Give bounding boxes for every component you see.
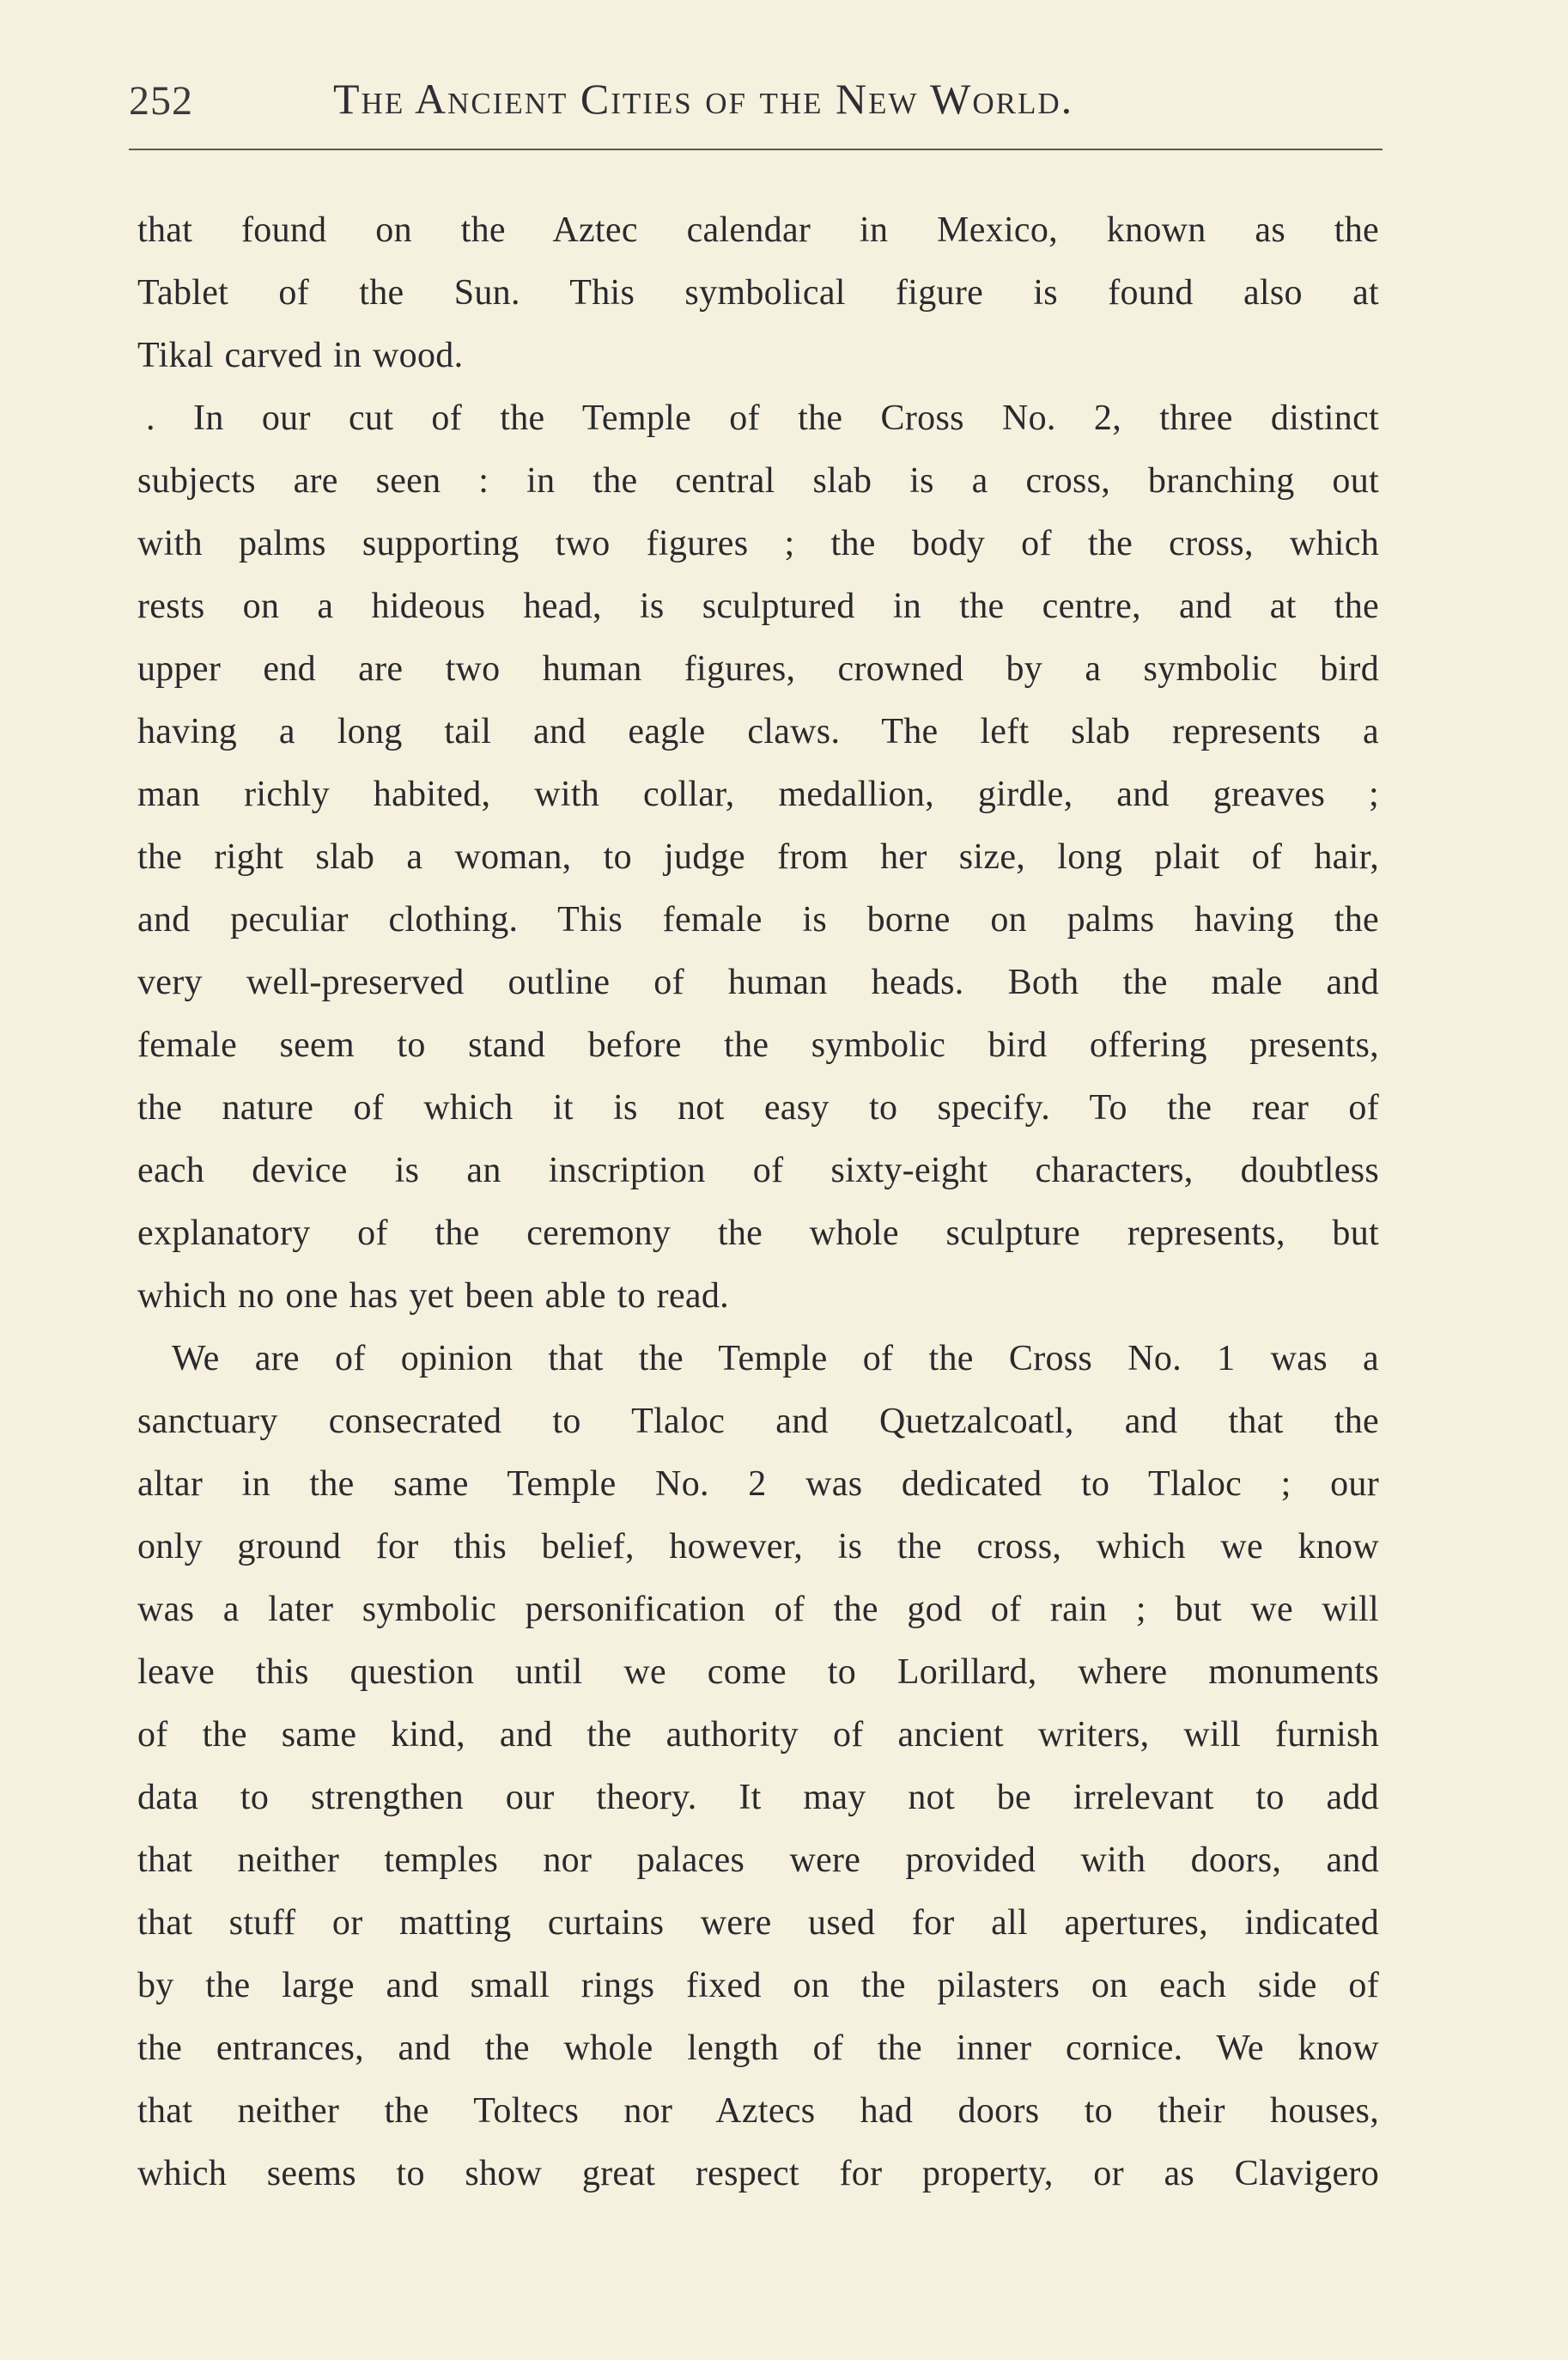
text-line: very well-preserved outline of human heads. Both the male and <box>137 963 1379 1002</box>
text-line: having a long tail and eagle claws. The left slab represents a <box>137 712 1379 751</box>
text-line: leave this question until we come to Lorillard, where monuments <box>137 1652 1379 1692</box>
text-line: Tablet of the Sun. This symbolical figure is found also at <box>137 273 1379 313</box>
text-line: that stuff or matting curtains were used for all apertures, indicated <box>137 1903 1379 1943</box>
text-line: data to strengthen our theory. It may not be irrelevant to add <box>137 1778 1379 1817</box>
text-line: of the same kind, and the authority of ancient writers, will furnish <box>137 1715 1379 1755</box>
text-line: sanctuary consecrated to Tlaloc and Quetzalcoatl, and that the <box>137 1402 1379 1441</box>
text-line: that neither the Toltecs nor Aztecs had doors to their houses, <box>137 2091 1379 2131</box>
text-line: was a later symbolic personification of the god of rain ; but we will <box>137 1590 1379 1629</box>
text-line: explanatory of the ceremony the whole sculpture represents, but <box>137 1213 1379 1253</box>
body-text <box>137 199 1379 2205</box>
text-line: which seems to show great respect for property, or as Clavigero <box>137 2154 1379 2193</box>
text-line: Tikal carved in wood. <box>137 336 464 375</box>
text-line: and peculiar clothing. This female is borne on palms having the <box>137 900 1379 940</box>
text-line: that neither temples nor palaces were provided with doors, and <box>137 1840 1379 1880</box>
running-head: The Ancient Cities of the New World. <box>333 75 1074 123</box>
text-line: which no one has yet been able to read. <box>137 1276 729 1316</box>
text-line: We are of opinion that the Temple of the Cross No. 1 was a <box>172 1339 1379 1378</box>
text-line: altar in the same Temple No. 2 was dedicated to Tlaloc ; our <box>137 1464 1379 1504</box>
page-number: 252 <box>129 78 193 124</box>
text-line: the nature of which it is not easy to specify. To the rear of <box>137 1088 1379 1128</box>
text-line: female seem to stand before the symbolic bird offering presents, <box>137 1025 1379 1065</box>
text-line: upper end are two human figures, crowned by a symbolic bird <box>137 649 1379 689</box>
text-line: man richly habited, with collar, medallion, girdle, and greaves ; <box>137 775 1379 814</box>
text-line: the entrances, and the whole length of the inner cornice. We know <box>137 2029 1379 2068</box>
text-line: only ground for this belief, however, is the cross, which we know <box>137 1527 1379 1566</box>
page-header <box>129 70 1383 131</box>
text-line: subjects are seen : in the central slab is a cross, branching out <box>137 461 1379 501</box>
text-line: each device is an inscription of sixty-eight characters, doubtless <box>137 1151 1379 1190</box>
text-line: the right slab a woman, to judge from her size, long plait of hair, <box>137 837 1379 877</box>
header-rule <box>129 149 1383 150</box>
text-line: with palms supporting two figures ; the body of the cross, which <box>137 524 1379 563</box>
text-line: that found on the Aztec calendar in Mexico, known as the <box>137 210 1379 250</box>
text-line: rests on a hideous head, is sculptured in the centre, and at the <box>137 587 1379 626</box>
text-line: by the large and small rings fixed on the pilasters on each side of <box>137 1966 1379 2005</box>
text-line: . In our cut of the Temple of the Cross No. 2, three distinct <box>146 398 1379 438</box>
